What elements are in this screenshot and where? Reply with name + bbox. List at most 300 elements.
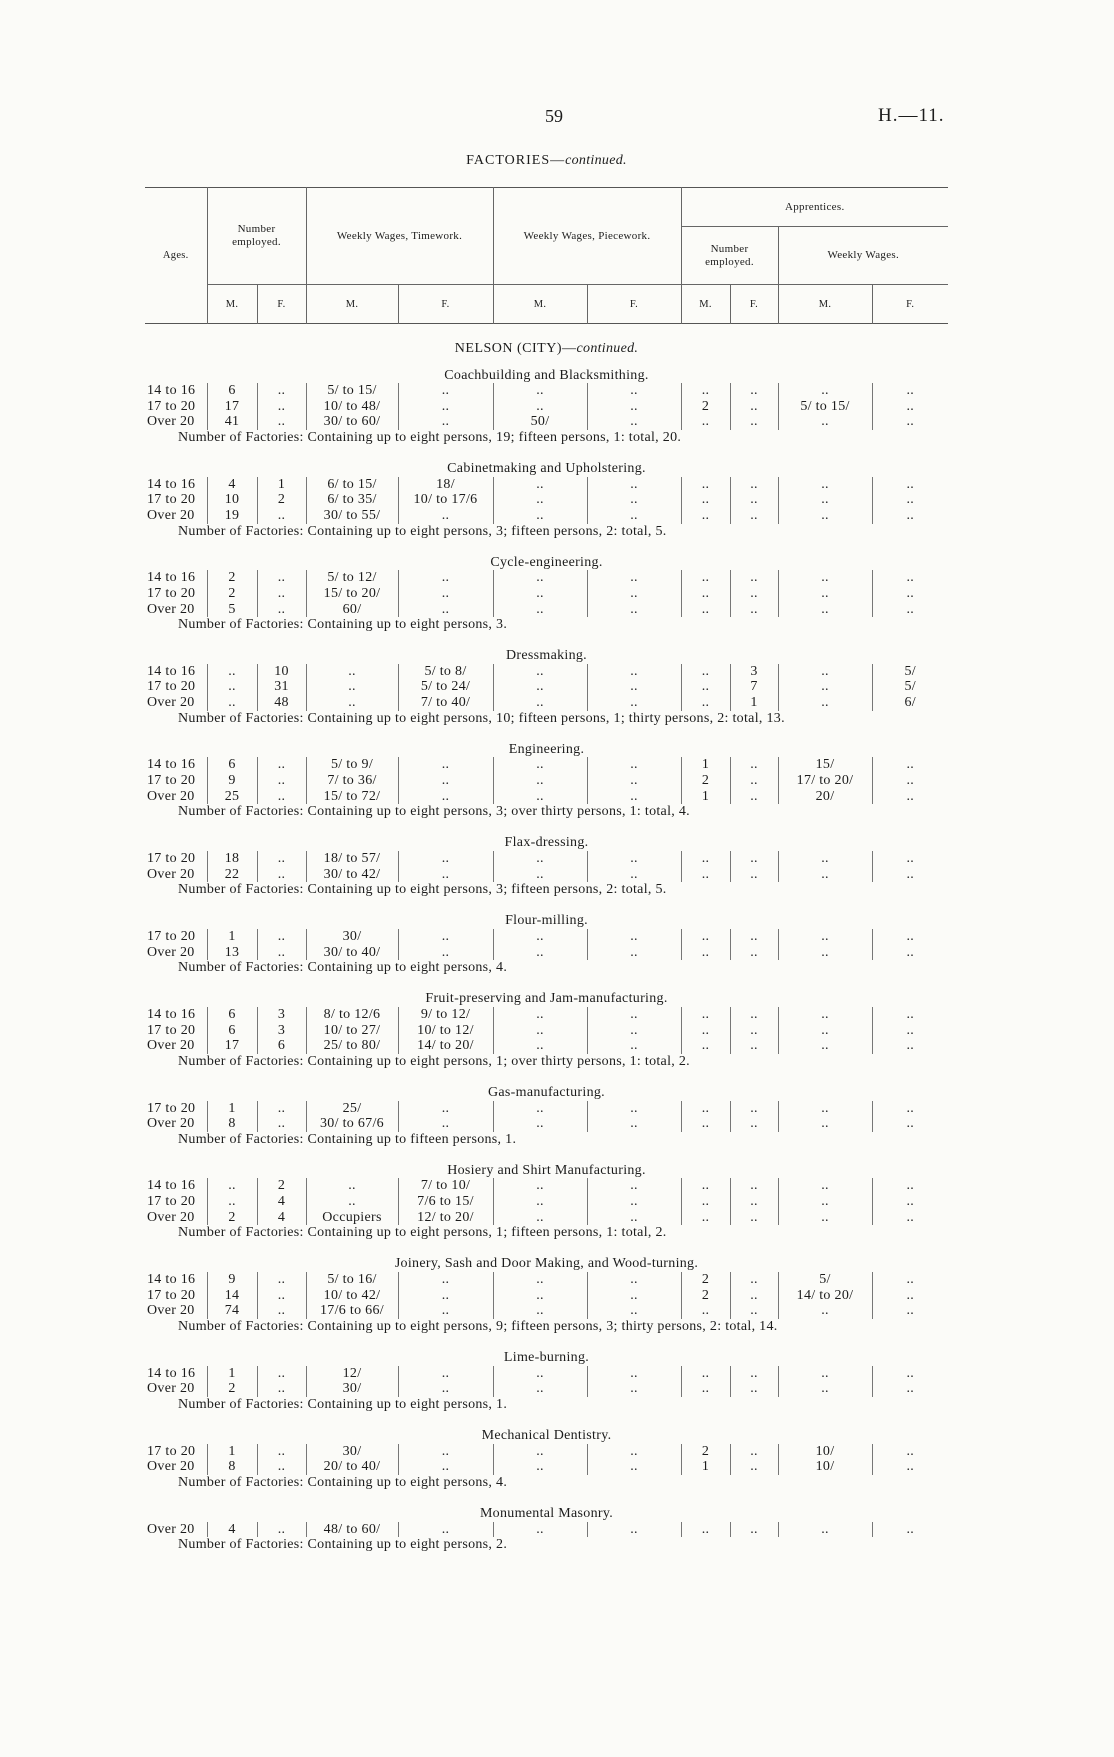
cell-timework-m: 30/ to 42/ xyxy=(306,867,398,883)
cell-piecework-f: .. xyxy=(587,1178,681,1194)
cell-age: 14 to 16 xyxy=(147,663,196,679)
cell-number-employed-m: 6 xyxy=(207,757,257,773)
cell-piecework-m: .. xyxy=(493,602,587,618)
heading-continued: continued. xyxy=(565,153,627,168)
cell-apprentices-number-m: .. xyxy=(681,1023,730,1039)
cell-number-employed-f: 10 xyxy=(257,664,306,680)
industry-section xyxy=(145,1506,948,1553)
cell-piecework-m: .. xyxy=(493,1038,587,1054)
factories-count-note: Number of Factories: Containing up to eight persons, 2. xyxy=(178,1537,508,1553)
cell-apprentices-wages-f: .. xyxy=(872,945,948,961)
cell-number-employed-m: 4 xyxy=(207,477,257,493)
cell-number-employed-m: 4 xyxy=(207,1522,257,1538)
cell-piecework-m: .. xyxy=(493,945,587,961)
cell-apprentices-number-f: .. xyxy=(730,1272,778,1288)
cell-number-employed-m: 1 xyxy=(207,1444,257,1460)
cell-timework-m: 12/ xyxy=(306,1366,398,1382)
cell-number-employed-m: 74 xyxy=(207,1303,257,1319)
cell-number-employed-m: 2 xyxy=(207,1381,257,1397)
cell-apprentices-number-f: .. xyxy=(730,1522,778,1538)
cell-number-employed-m: 19 xyxy=(207,508,257,524)
table-row xyxy=(145,1178,948,1194)
industry-section xyxy=(145,913,948,975)
cell-age: 17 to 20 xyxy=(147,398,196,414)
cell-piecework-m: .. xyxy=(493,1444,587,1460)
cell-number-employed-m: 17 xyxy=(207,1038,257,1054)
cell-apprentices-number-m: 2 xyxy=(681,1444,730,1460)
cell-apprentices-number-f: .. xyxy=(730,1459,778,1475)
cell-apprentices-number-m: .. xyxy=(681,695,730,711)
cell-number-employed-m: 1 xyxy=(207,929,257,945)
cell-number-employed-f: .. xyxy=(257,414,306,430)
cell-number-employed-m: 9 xyxy=(207,1272,257,1288)
cell-apprentices-number-m: .. xyxy=(681,1303,730,1319)
cell-timework-f: .. xyxy=(398,1303,493,1319)
industry-table xyxy=(145,1178,948,1225)
factories-count-note: Number of Factories: Containing up to eight persons, 3. xyxy=(178,617,508,633)
cell-piecework-m: .. xyxy=(493,570,587,586)
industry-title: Lime-burning. xyxy=(503,1350,590,1365)
cell-apprentices-number-f: .. xyxy=(730,492,778,508)
cell-timework-f: 7/ to 40/ xyxy=(398,695,493,711)
cell-piecework-m: .. xyxy=(493,477,587,493)
cell-apprentices-number-m: .. xyxy=(681,1194,730,1210)
cell-piecework-f: .. xyxy=(587,757,681,773)
table-row xyxy=(145,1101,948,1117)
cell-timework-m: .. xyxy=(306,664,398,680)
cell-apprentices-number-f: 1 xyxy=(730,695,778,711)
cell-timework-f: 7/6 to 15/ xyxy=(398,1194,493,1210)
cell-number-employed-m: .. xyxy=(207,695,257,711)
industry-section xyxy=(145,368,948,446)
cell-timework-f: 9/ to 12/ xyxy=(398,1007,493,1023)
cell-piecework-m: .. xyxy=(493,1272,587,1288)
factories-count-note: Number of Factories: Containing up to eight persons, 3; over thirty persons, 1: total, 4. xyxy=(178,804,690,820)
cell-piecework-m: .. xyxy=(493,789,587,805)
cell-piecework-f: .. xyxy=(587,679,681,695)
cell-timework-m: 5/ to 15/ xyxy=(306,383,398,399)
cell-piecework-f: .. xyxy=(587,1023,681,1039)
cell-apprentices-wages-f: .. xyxy=(872,1303,948,1319)
cell-timework-f: .. xyxy=(398,929,493,945)
table-row xyxy=(145,477,948,493)
cell-apprentices-number-f: .. xyxy=(730,1366,778,1382)
cell-timework-m: 15/ to 20/ xyxy=(306,586,398,602)
cell-apprentices-wages-m: .. xyxy=(778,664,872,680)
cell-apprentices-number-f: .. xyxy=(730,508,778,524)
cell-timework-f: .. xyxy=(398,773,493,789)
cell-piecework-f: .. xyxy=(587,1459,681,1475)
cell-piecework-f: .. xyxy=(587,929,681,945)
cell-timework-f: .. xyxy=(398,757,493,773)
cell-number-employed-m: 8 xyxy=(207,1459,257,1475)
cell-timework-f: .. xyxy=(398,867,493,883)
cell-number-employed-f: .. xyxy=(257,867,306,883)
cell-timework-f: .. xyxy=(398,570,493,586)
cell-timework-f: 10/ to 17/6 xyxy=(398,492,493,508)
cell-number-employed-f: .. xyxy=(257,773,306,789)
cell-number-employed-m: 17 xyxy=(207,399,257,415)
cell-piecework-m: .. xyxy=(493,1116,587,1132)
cell-apprentices-wages-f: 5/ xyxy=(872,679,948,695)
cell-timework-f: .. xyxy=(398,1444,493,1460)
cell-number-employed-f: 4 xyxy=(257,1210,306,1226)
table-row xyxy=(145,1007,948,1023)
cell-timework-m: 60/ xyxy=(306,602,398,618)
cell-piecework-f: .. xyxy=(587,414,681,430)
cell-number-employed-m: 22 xyxy=(207,867,257,883)
cell-timework-m: 18/ to 57/ xyxy=(306,851,398,867)
cell-apprentices-number-m: 1 xyxy=(681,757,730,773)
region-continued: continued. xyxy=(576,341,639,356)
cell-apprentices-number-m: .. xyxy=(681,1116,730,1132)
document-reference: H.—11. xyxy=(878,105,945,126)
cell-apprentices-wages-f: .. xyxy=(872,1023,948,1039)
cell-age: 17 to 20 xyxy=(147,1022,196,1038)
cell-number-employed-f: .. xyxy=(257,945,306,961)
factories-count-note: Number of Factories: Containing up to eight persons, 1; fifteen persons, 1: total, 2. xyxy=(178,1225,667,1241)
table-row xyxy=(145,1366,948,1382)
cell-apprentices-wages-f: .. xyxy=(872,851,948,867)
cell-number-employed-f: .. xyxy=(257,399,306,415)
industry-title: Flour-milling. xyxy=(505,913,588,929)
cell-number-employed-f: .. xyxy=(257,1272,306,1288)
cell-timework-m: 15/ to 72/ xyxy=(306,789,398,805)
sex-label: M. xyxy=(306,285,398,324)
cell-timework-m: 30/ xyxy=(306,1444,398,1460)
cell-apprentices-wages-m: .. xyxy=(778,695,872,711)
industry-section xyxy=(145,461,948,539)
cell-piecework-f: .. xyxy=(587,399,681,415)
cell-timework-f: 10/ to 12/ xyxy=(398,1023,493,1039)
cell-apprentices-wages-m: .. xyxy=(778,1522,872,1538)
cell-age: 17 to 20 xyxy=(147,851,196,866)
cell-timework-m: 6/ to 15/ xyxy=(306,477,398,493)
cell-apprentices-wages-m: .. xyxy=(778,602,872,618)
cell-apprentices-wages-f: .. xyxy=(872,1288,948,1304)
cell-apprentices-number-m: .. xyxy=(681,383,730,399)
cell-timework-m: 10/ to 42/ xyxy=(306,1288,398,1304)
cell-apprentices-number-f: .. xyxy=(730,383,778,399)
cell-age: 14 to 16 xyxy=(147,383,196,399)
cell-timework-m: 10/ to 27/ xyxy=(306,1023,398,1039)
industry-title: Hosiery and Shirt Manufacturing. xyxy=(447,1162,646,1178)
cell-piecework-f: .. xyxy=(587,1444,681,1460)
cell-timework-f: .. xyxy=(398,1459,493,1475)
cell-apprentices-wages-m: .. xyxy=(778,1007,872,1023)
cell-number-employed-m: .. xyxy=(207,679,257,695)
cell-timework-m: 5/ to 16/ xyxy=(306,1272,398,1288)
table-row xyxy=(145,399,948,415)
cell-apprentices-number-f: .. xyxy=(730,414,778,430)
cell-piecework-m: .. xyxy=(493,1288,587,1304)
cell-apprentices-number-m: .. xyxy=(681,664,730,680)
cell-apprentices-wages-f: .. xyxy=(872,414,948,430)
page-number: 59 xyxy=(545,106,563,126)
cell-apprentices-wages-m: 14/ to 20/ xyxy=(778,1288,872,1304)
cell-timework-f: .. xyxy=(398,399,493,415)
cell-number-employed-f: 4 xyxy=(257,1194,306,1210)
cell-number-employed-f: .. xyxy=(257,508,306,524)
cell-age: Over 20 xyxy=(147,601,195,617)
cell-age: Over 20 xyxy=(147,788,195,804)
cell-number-employed-f: .. xyxy=(257,851,306,867)
cell-apprentices-wages-f: .. xyxy=(872,1194,948,1210)
cell-apprentices-wages-f: .. xyxy=(872,867,948,883)
cell-timework-f: .. xyxy=(398,508,493,524)
cell-timework-f: 5/ to 24/ xyxy=(398,679,493,695)
cell-apprentices-wages-f: .. xyxy=(872,1522,948,1538)
cell-apprentices-number-f: .. xyxy=(730,1288,778,1304)
table-row xyxy=(145,1210,948,1226)
cell-timework-m: 30/ xyxy=(306,929,398,945)
cell-piecework-f: .. xyxy=(587,664,681,680)
cell-apprentices-number-m: 1 xyxy=(681,1459,730,1475)
cell-apprentices-number-m: .. xyxy=(681,945,730,961)
cell-piecework-m: .. xyxy=(493,399,587,415)
table-row xyxy=(145,1038,948,1054)
cell-age: 14 to 16 xyxy=(147,1178,196,1194)
sex-label: M. xyxy=(493,285,587,324)
cell-apprentices-number-m: .. xyxy=(681,602,730,618)
industry-title: Joinery, Sash and Door Making, and Wood-turning. xyxy=(394,1256,699,1272)
cell-piecework-f: .. xyxy=(587,695,681,711)
cell-age: Over 20 xyxy=(147,1521,195,1537)
cell-apprentices-wages-m: .. xyxy=(778,1303,872,1319)
cell-age: 14 to 16 xyxy=(147,476,196,492)
cell-apprentices-wages-m: .. xyxy=(778,383,872,399)
cell-age: 17 to 20 xyxy=(147,585,196,601)
cell-apprentices-wages-m: .. xyxy=(778,1194,872,1210)
cell-apprentices-number-f: .. xyxy=(730,1178,778,1194)
cell-apprentices-number-f: .. xyxy=(730,399,778,415)
cell-number-employed-f: 2 xyxy=(257,1178,306,1194)
cell-apprentices-wages-f: 6/ xyxy=(872,695,948,711)
cell-timework-m: 6/ to 35/ xyxy=(306,492,398,508)
table-row xyxy=(145,1288,948,1304)
cell-number-employed-m: 8 xyxy=(207,1116,257,1132)
cell-age: Over 20 xyxy=(147,414,195,430)
cell-apprentices-wages-m: .. xyxy=(778,586,872,602)
cell-apprentices-wages-f: .. xyxy=(872,492,948,508)
cell-timework-f: 18/ xyxy=(398,477,493,493)
cell-piecework-m: .. xyxy=(493,1381,587,1397)
cell-timework-f: .. xyxy=(398,1381,493,1397)
cell-apprentices-wages-f: .. xyxy=(872,399,948,415)
cell-apprentices-number-m: .. xyxy=(681,1366,730,1382)
cell-piecework-m: .. xyxy=(493,757,587,773)
page-heading xyxy=(145,153,948,169)
cell-apprentices-number-m: .. xyxy=(681,508,730,524)
cell-timework-f: .. xyxy=(398,586,493,602)
industry-table xyxy=(145,1366,948,1397)
cell-apprentices-number-f: .. xyxy=(730,586,778,602)
cell-piecework-f: .. xyxy=(587,945,681,961)
cell-apprentices-number-f: 3 xyxy=(730,664,778,680)
cell-number-employed-m: 13 xyxy=(207,945,257,961)
cell-timework-f: .. xyxy=(398,1288,493,1304)
cell-apprentices-wages-f: .. xyxy=(872,586,948,602)
cell-timework-f: 5/ to 8/ xyxy=(398,664,493,680)
cell-apprentices-wages-f: .. xyxy=(872,1178,948,1194)
cell-piecework-f: .. xyxy=(587,1116,681,1132)
cell-timework-m: .. xyxy=(306,1194,398,1210)
cell-number-employed-m: 14 xyxy=(207,1288,257,1304)
cell-timework-m: 17/6 to 66/ xyxy=(306,1303,398,1319)
cell-apprentices-wages-m: 5/ xyxy=(778,1272,872,1288)
cell-age: Over 20 xyxy=(147,695,195,711)
cell-apprentices-wages-f: .. xyxy=(872,773,948,789)
cell-number-employed-f: .. xyxy=(257,602,306,618)
column-header-apprentices-wages: Weekly Wages. xyxy=(778,227,948,285)
table-row xyxy=(145,789,948,805)
sex-label: F. xyxy=(730,285,778,324)
cell-number-employed-f: .. xyxy=(257,1444,306,1460)
cell-age: 14 to 16 xyxy=(147,1006,196,1022)
industry-table xyxy=(145,757,948,804)
region-heading xyxy=(145,341,948,357)
cell-apprentices-number-f: .. xyxy=(730,757,778,773)
cell-number-employed-f: .. xyxy=(257,383,306,399)
cell-apprentices-wages-f: .. xyxy=(872,1459,948,1475)
cell-piecework-f: .. xyxy=(587,383,681,399)
cell-number-employed-f: .. xyxy=(257,1366,306,1382)
cell-apprentices-wages-f: .. xyxy=(872,477,948,493)
cell-age: 17 to 20 xyxy=(147,1100,196,1116)
cell-apprentices-number-f: .. xyxy=(730,1116,778,1132)
cell-apprentices-wages-m: .. xyxy=(778,851,872,867)
cell-apprentices-number-m: .. xyxy=(681,1178,730,1194)
table-row xyxy=(145,414,948,430)
cell-timework-f: .. xyxy=(398,1272,493,1288)
industry-sections xyxy=(145,368,948,1553)
cell-apprentices-number-m: .. xyxy=(681,1101,730,1117)
cell-age: 14 to 16 xyxy=(147,1272,196,1288)
cell-piecework-f: .. xyxy=(587,1194,681,1210)
cell-number-employed-m: .. xyxy=(207,664,257,680)
cell-apprentices-wages-m: .. xyxy=(778,492,872,508)
industry-title: Flax-dressing. xyxy=(504,835,589,851)
cell-timework-f: .. xyxy=(398,1116,493,1132)
cell-number-employed-f: .. xyxy=(257,1459,306,1475)
cell-piecework-m: .. xyxy=(493,1303,587,1319)
cell-apprentices-wages-f: .. xyxy=(872,789,948,805)
cell-number-employed-m: 1 xyxy=(207,1366,257,1382)
cell-timework-m: .. xyxy=(306,1178,398,1194)
cell-number-employed-f: .. xyxy=(257,929,306,945)
industry-title: Engineering. xyxy=(508,741,585,757)
cell-apprentices-wages-f: .. xyxy=(872,383,948,399)
cell-number-employed-f: 3 xyxy=(257,1007,306,1023)
table-row xyxy=(145,570,948,586)
factories-count-note: Number of Factories: Containing up to eight persons, 3; fifteen persons, 2: total, 5. xyxy=(178,882,667,898)
cell-apprentices-wages-f: .. xyxy=(872,1444,948,1460)
cell-age: 17 to 20 xyxy=(147,1443,196,1459)
cell-apprentices-number-m: 1 xyxy=(681,789,730,805)
cell-timework-m: 7/ to 36/ xyxy=(306,773,398,789)
cell-timework-f: .. xyxy=(398,945,493,961)
apprentices-number-label: Number employed. xyxy=(705,242,754,268)
cell-apprentices-wages-m: .. xyxy=(778,1210,872,1226)
cell-apprentices-number-f: .. xyxy=(730,789,778,805)
cell-apprentices-number-m: 2 xyxy=(681,399,730,415)
cell-piecework-m: .. xyxy=(493,929,587,945)
industry-section xyxy=(145,648,948,726)
cell-apprentices-number-m: .. xyxy=(681,851,730,867)
cell-timework-f: .. xyxy=(398,1101,493,1117)
cell-apprentices-number-m: .. xyxy=(681,1381,730,1397)
industry-section xyxy=(145,1350,948,1412)
cell-piecework-f: .. xyxy=(587,1210,681,1226)
table-row xyxy=(145,679,948,695)
table-row xyxy=(145,695,948,711)
cell-age: 17 to 20 xyxy=(147,773,196,789)
cell-timework-f: 12/ to 20/ xyxy=(398,1210,493,1226)
cell-apprentices-wages-f: .. xyxy=(872,602,948,618)
cell-apprentices-wages-f: .. xyxy=(872,570,948,586)
cell-apprentices-number-m: .. xyxy=(681,1038,730,1054)
cell-apprentices-number-f: .. xyxy=(730,1007,778,1023)
cell-number-employed-f: .. xyxy=(257,789,306,805)
cell-number-employed-f: .. xyxy=(257,1288,306,1304)
cell-number-employed-f: .. xyxy=(257,1116,306,1132)
cell-apprentices-wages-m: .. xyxy=(778,1381,872,1397)
cell-timework-f: 7/ to 10/ xyxy=(398,1178,493,1194)
cell-age: Over 20 xyxy=(147,1303,195,1319)
cell-apprentices-wages-m: .. xyxy=(778,1178,872,1194)
cell-piecework-f: .. xyxy=(587,1522,681,1538)
table-row xyxy=(145,1459,948,1475)
industry-table xyxy=(145,1522,948,1538)
cell-piecework-f: .. xyxy=(587,1272,681,1288)
number-employed-label: Number employed. xyxy=(232,223,281,248)
cell-apprentices-wages-f: .. xyxy=(872,1210,948,1226)
cell-number-employed-f: 3 xyxy=(257,1023,306,1039)
cell-number-employed-f: .. xyxy=(257,757,306,773)
industry-table xyxy=(145,383,948,430)
cell-apprentices-wages-m: 5/ to 15/ xyxy=(778,399,872,415)
cell-piecework-m: 50/ xyxy=(493,414,587,430)
cell-timework-m: 30/ to 60/ xyxy=(306,414,398,430)
region-name: NELSON (CITY)— xyxy=(454,341,577,356)
cell-apprentices-wages-m: .. xyxy=(778,1038,872,1054)
cell-age: 17 to 20 xyxy=(147,679,196,695)
cell-apprentices-wages-f: .. xyxy=(872,1116,948,1132)
factories-count-note: Number of Factories: Containing up to fifteen persons, 1. xyxy=(178,1131,517,1147)
cell-piecework-f: .. xyxy=(587,773,681,789)
cell-age: 17 to 20 xyxy=(147,1287,196,1303)
cell-apprentices-number-m: .. xyxy=(681,586,730,602)
table-row xyxy=(145,773,948,789)
cell-apprentices-wages-f: .. xyxy=(872,1381,948,1397)
cell-age: 14 to 16 xyxy=(147,570,196,586)
industry-table xyxy=(145,1272,948,1319)
cell-timework-m: 48/ to 60/ xyxy=(306,1522,398,1538)
cell-age: Over 20 xyxy=(147,1381,195,1397)
factories-count-note: Number of Factories: Containing up to eight persons, 1. xyxy=(178,1396,508,1412)
cell-number-employed-f: 31 xyxy=(257,679,306,695)
cell-apprentices-number-m: 2 xyxy=(681,1288,730,1304)
cell-piecework-f: .. xyxy=(587,789,681,805)
table-row xyxy=(145,383,948,399)
cell-piecework-m: .. xyxy=(493,508,587,524)
cell-piecework-m: .. xyxy=(493,1210,587,1226)
cell-apprentices-number-f: .. xyxy=(730,1381,778,1397)
cell-piecework-m: .. xyxy=(493,773,587,789)
cell-apprentices-number-f: .. xyxy=(730,1444,778,1460)
cell-number-employed-f: .. xyxy=(257,1381,306,1397)
industry-table xyxy=(145,929,948,960)
